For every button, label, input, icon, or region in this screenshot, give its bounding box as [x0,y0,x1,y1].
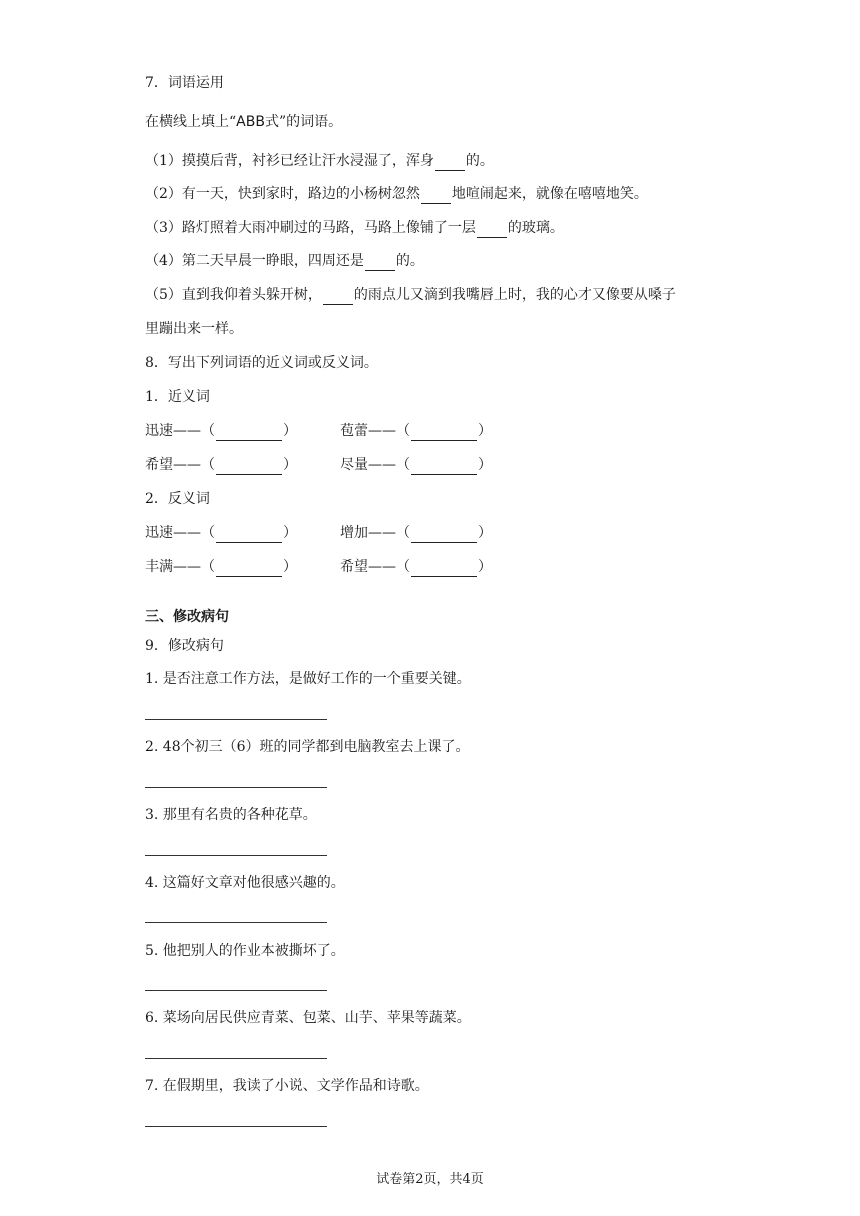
answer-blank[interactable] [411,424,477,441]
page-footer: 试卷第2页，共4页 [376,1172,484,1187]
q7-item-1 [145,151,494,171]
close-paren: ） [478,559,492,575]
answer-line-6[interactable] [145,1058,327,1059]
synonym-row-2-col2 [340,455,492,475]
synonym-row-2 [145,455,297,475]
antonym-row-2 [145,557,297,577]
item-text: （5）直到我仰着头躲开树， [145,287,322,303]
q7-instruction-post: 式”的词语。 [264,114,343,130]
synonym-row-1 [145,421,297,441]
answer-line-5[interactable] [145,990,327,991]
answer-line-4[interactable] [145,922,327,923]
sentence-4: 4. 这篇好文章对他很感兴趣的。 [145,875,345,891]
word-prompt: 希望——（ [145,457,215,473]
answer-blank[interactable] [411,526,477,543]
item-text: （3）路灯照着大雨冲刷过的马路，马路上像铺了一层 [145,220,476,236]
sentence-6: 6. 菜场向居民供应青菜、包菜、山芋、苹果等蔬菜。 [145,1010,471,1026]
sentence-5: 5. 他把别人的作业本被撕坏了。 [145,943,345,959]
q7-item-3 [145,218,564,238]
q7-item-5 [145,285,676,305]
fill-blank[interactable] [435,154,465,171]
item-text: 的。 [465,153,494,169]
synonym-row-1-col2 [340,421,492,441]
fill-blank[interactable] [421,187,451,204]
fill-blank[interactable] [365,254,395,271]
close-paren: ） [478,525,492,541]
fill-blank[interactable] [477,221,507,238]
word-prompt: 尽量——（ [340,457,410,473]
word-prompt: 迅速——（ [145,423,215,439]
word-prompt: 迅速——（ [145,525,215,541]
answer-line-3[interactable] [145,855,327,856]
q7-item-4 [145,251,424,271]
q9-title: 9．修改病句 [145,638,224,654]
close-paren: ） [478,423,492,439]
antonyms-label: 2．反义词 [145,491,210,507]
answer-blank[interactable] [411,458,477,475]
item-text: 地喧闹起来，就像在嘻嘻地笑。 [451,186,648,202]
close-paren: ） [283,525,297,541]
sentence-3: 3. 那里有名贵的各种花草。 [145,807,317,823]
close-paren: ） [283,423,297,439]
q7-instruction [145,112,342,132]
item-text: 的。 [395,253,424,269]
answer-blank[interactable] [216,458,282,475]
section-heading: 三、修改病句 [145,609,229,625]
answer-blank[interactable] [216,526,282,543]
q7-title: 7．词语运用 [145,75,224,91]
sentence-7: 7. 在假期里，我读了小说、文学作品和诗歌。 [145,1078,429,1094]
antonym-row-1-col2 [340,523,492,543]
q7-item-5-continued: 里蹦出来一样。 [145,321,243,337]
item-text: 的玻璃。 [507,220,564,236]
fill-blank[interactable] [323,288,353,305]
antonym-row-1 [145,523,297,543]
antonym-row-2-col2 [340,557,492,577]
item-text: （4）第二天早晨一睁眼，四周还是 [145,253,364,269]
item-text: （1）摸摸后背，衬衫已经让汗水浸湿了，浑身 [145,153,434,169]
item-text: 的雨点儿又滴到我嘴唇上时，我的心才又像要从嗓子 [353,287,676,303]
word-prompt: 丰满——（ [145,559,215,575]
word-prompt: 苞蕾——（ [340,423,410,439]
answer-line-7[interactable] [145,1126,327,1127]
sentence-2: 2. 48个初三（6）班的同学都到电脑教室去上课了。 [145,739,470,755]
word-prompt: 增加——（ [340,525,410,541]
close-paren: ） [478,457,492,473]
word-prompt: 希望——（ [340,559,410,575]
q7-instruction-abb: ABB [236,114,265,130]
answer-blank[interactable] [216,424,282,441]
answer-blank[interactable] [216,560,282,577]
q7-item-2 [145,184,648,204]
close-paren: ） [283,559,297,575]
answer-line-1[interactable] [145,719,327,720]
q7-instruction-pre: 在横线上填上“ [145,114,237,130]
item-text: （2）有一天，快到家时，路边的小杨树忽然 [145,186,420,202]
sentence-1: 1. 是否注意工作方法，是做好工作的一个重要关键。 [145,671,471,687]
answer-line-2[interactable] [145,787,327,788]
synonyms-label: 1．近义词 [145,389,210,405]
q8-title: 8．写出下列词语的近义词或反义词。 [145,355,378,371]
close-paren: ） [283,457,297,473]
answer-blank[interactable] [411,560,477,577]
